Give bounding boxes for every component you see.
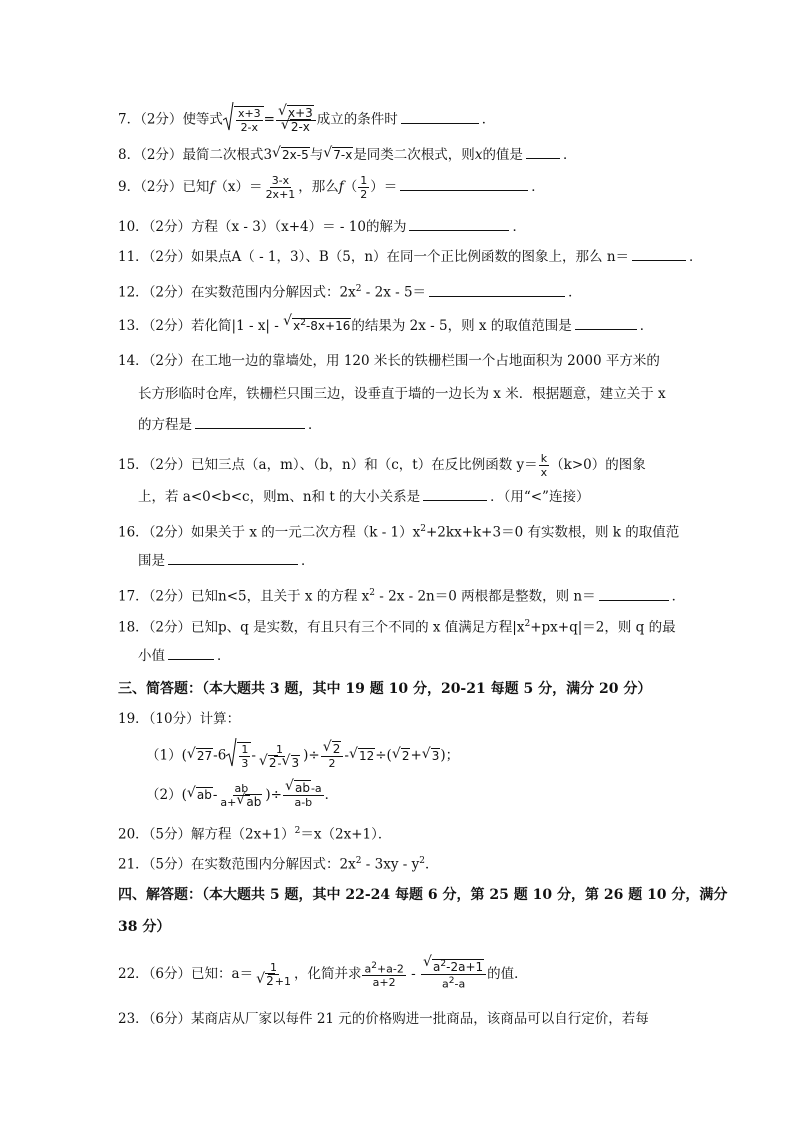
answer-blank[interactable] [599, 588, 669, 601]
question-22: 22．（6分）已知：a＝ 1 √ 2+1 ，化简并求 $\frac{a^2+a-2}{a+2}$ - √ $\frac{a^2-2a+1}{a^2-a}$ 的值． [118, 958, 528, 991]
sqrt-fraction-lhs: $\frac{x+3}{2-x}$ [223, 106, 264, 134]
question-16-line-2: 围是 ． [138, 553, 315, 569]
section-4-heading-line-2: 38 分） [118, 919, 171, 935]
answer-blank[interactable] [400, 178, 528, 191]
answer-blank[interactable] [429, 284, 565, 297]
question-14-line-2: 长方形临时仓库，铁栅栏只围三边，设垂直于墙的一边长为 x 米．根据题意，建立关于 x [138, 386, 666, 402]
question-13: 13．（2分）若化简|1 - x| - √ $x^2-8x+16$的结果为 2x - 5，则 x 的取值范围是 ． [118, 314, 653, 335]
answer-blank[interactable] [195, 416, 305, 429]
question-16: 16．（2分）如果关于 x 的一元二次方程$(k - 1)x^2+2kx+k+3=0$ 有实数根，则 k 的取值范 [118, 524, 680, 541]
question-7: 7．（2分）使等式 $\frac{x+3}{2-x}$ = √ x+3 √ 2-x 成立的条件时 ． [118, 106, 495, 134]
question-9: 9．（2分）已知f（x）＝ $\frac{3-x}{2x+1}$ ，那么f（ $\frac{1}{2}$ ）＝ ． [118, 174, 545, 201]
answer-blank[interactable] [401, 111, 479, 124]
question-18: 18．（2分）已知p、q 是实数，有且只有三个不同的 x 值满足方程$|x^2+px+q|=2$，则 q 的最 [118, 619, 676, 636]
answer-blank[interactable] [423, 488, 487, 501]
question-15-line-2: 上，若 a<0<b<c，则m、n和 t 的大小关系是 ．（用“<”连接） [138, 489, 590, 505]
section-3-heading: 三、简答题：（本大题共 3 题，其中 19 题 10 分，20-21 每题 5 分，满分 20 分） [118, 681, 652, 697]
answer-blank[interactable] [168, 647, 214, 660]
answer-blank[interactable] [526, 146, 560, 159]
question-21: 21．（5分）在实数范围内分解因式：$2x^2 - 3xy - y^2$． [118, 856, 439, 873]
question-20: 20．（5分）解方程$(2x+1)^2=x(2x+1)$． [118, 826, 392, 843]
question-17: 17．（2分）已知n<5，且关于 x 的方程 $x^2 - 2x - 2n=0$ 两根都是整数，则 n＝ ． [118, 588, 686, 605]
sqrt-fraction-rhs: √ x+3 √ 2-x [276, 107, 316, 134]
answer-blank[interactable] [575, 317, 637, 330]
question-15: 15．（2分）已知三点（a，m）、（b，n）和（c，t）在反比例函数 y＝ $\frac{k}{x}$ （k>0）的图象 [118, 452, 646, 479]
question-19: 19．（10分）计算： [118, 711, 241, 727]
question-12: 12．（2分）在实数范围内分解因式：$2x^2 - 2x - 5=$ ． [118, 284, 582, 301]
answer-blank[interactable] [409, 218, 509, 231]
question-14-line-3: 的方程是 ． [138, 417, 322, 433]
question-18-line-2: 小值 ． [138, 648, 231, 664]
question-19-part-1: （1）(√ 27-6 $\frac{1}{3}$ - 1 √ 2-√ 3 )÷ √ $\frac{2}{2}$ -√ 12÷(√ 2+√ 3)； [146, 742, 459, 770]
question-14: 14．（2分）在工地一边的靠墙处，用 120 米长的铁栅栏围一个占地面积为 2000 平方米的 [118, 353, 660, 369]
question-8: 8．（2分）最简二次根式3√ 2x-5与√ 7-x是同类二次根式，则x的值是 ． [118, 146, 576, 164]
question-19-part-2: （2）(√ ab- $\frac{ab}{a+√ ab}$ )÷ √ $\frac{ab-a}{a-b}$ ． [146, 782, 338, 809]
question-10: 10．（2分）方程（x - 3）（x+4）＝ - 10的解为 ． [118, 219, 526, 235]
question-11: 11．（2分）如果点A（ - 1，3）、B（5，n）在同一个正比例函数的图象上，那么 n＝ ． [118, 249, 703, 265]
section-4-heading: 四、解答题：（本大题共 5 题，其中 22-24 每题 6 分，第 25 题 10 分，第 26 题 10 分，满分 [118, 887, 728, 903]
question-23: 23．（6分）某商店从厂家以每件 21 元的价格购进一批商品，该商品可以自行定价，若每 [118, 1011, 649, 1027]
answer-blank[interactable] [632, 248, 686, 261]
answer-blank[interactable] [168, 552, 298, 565]
